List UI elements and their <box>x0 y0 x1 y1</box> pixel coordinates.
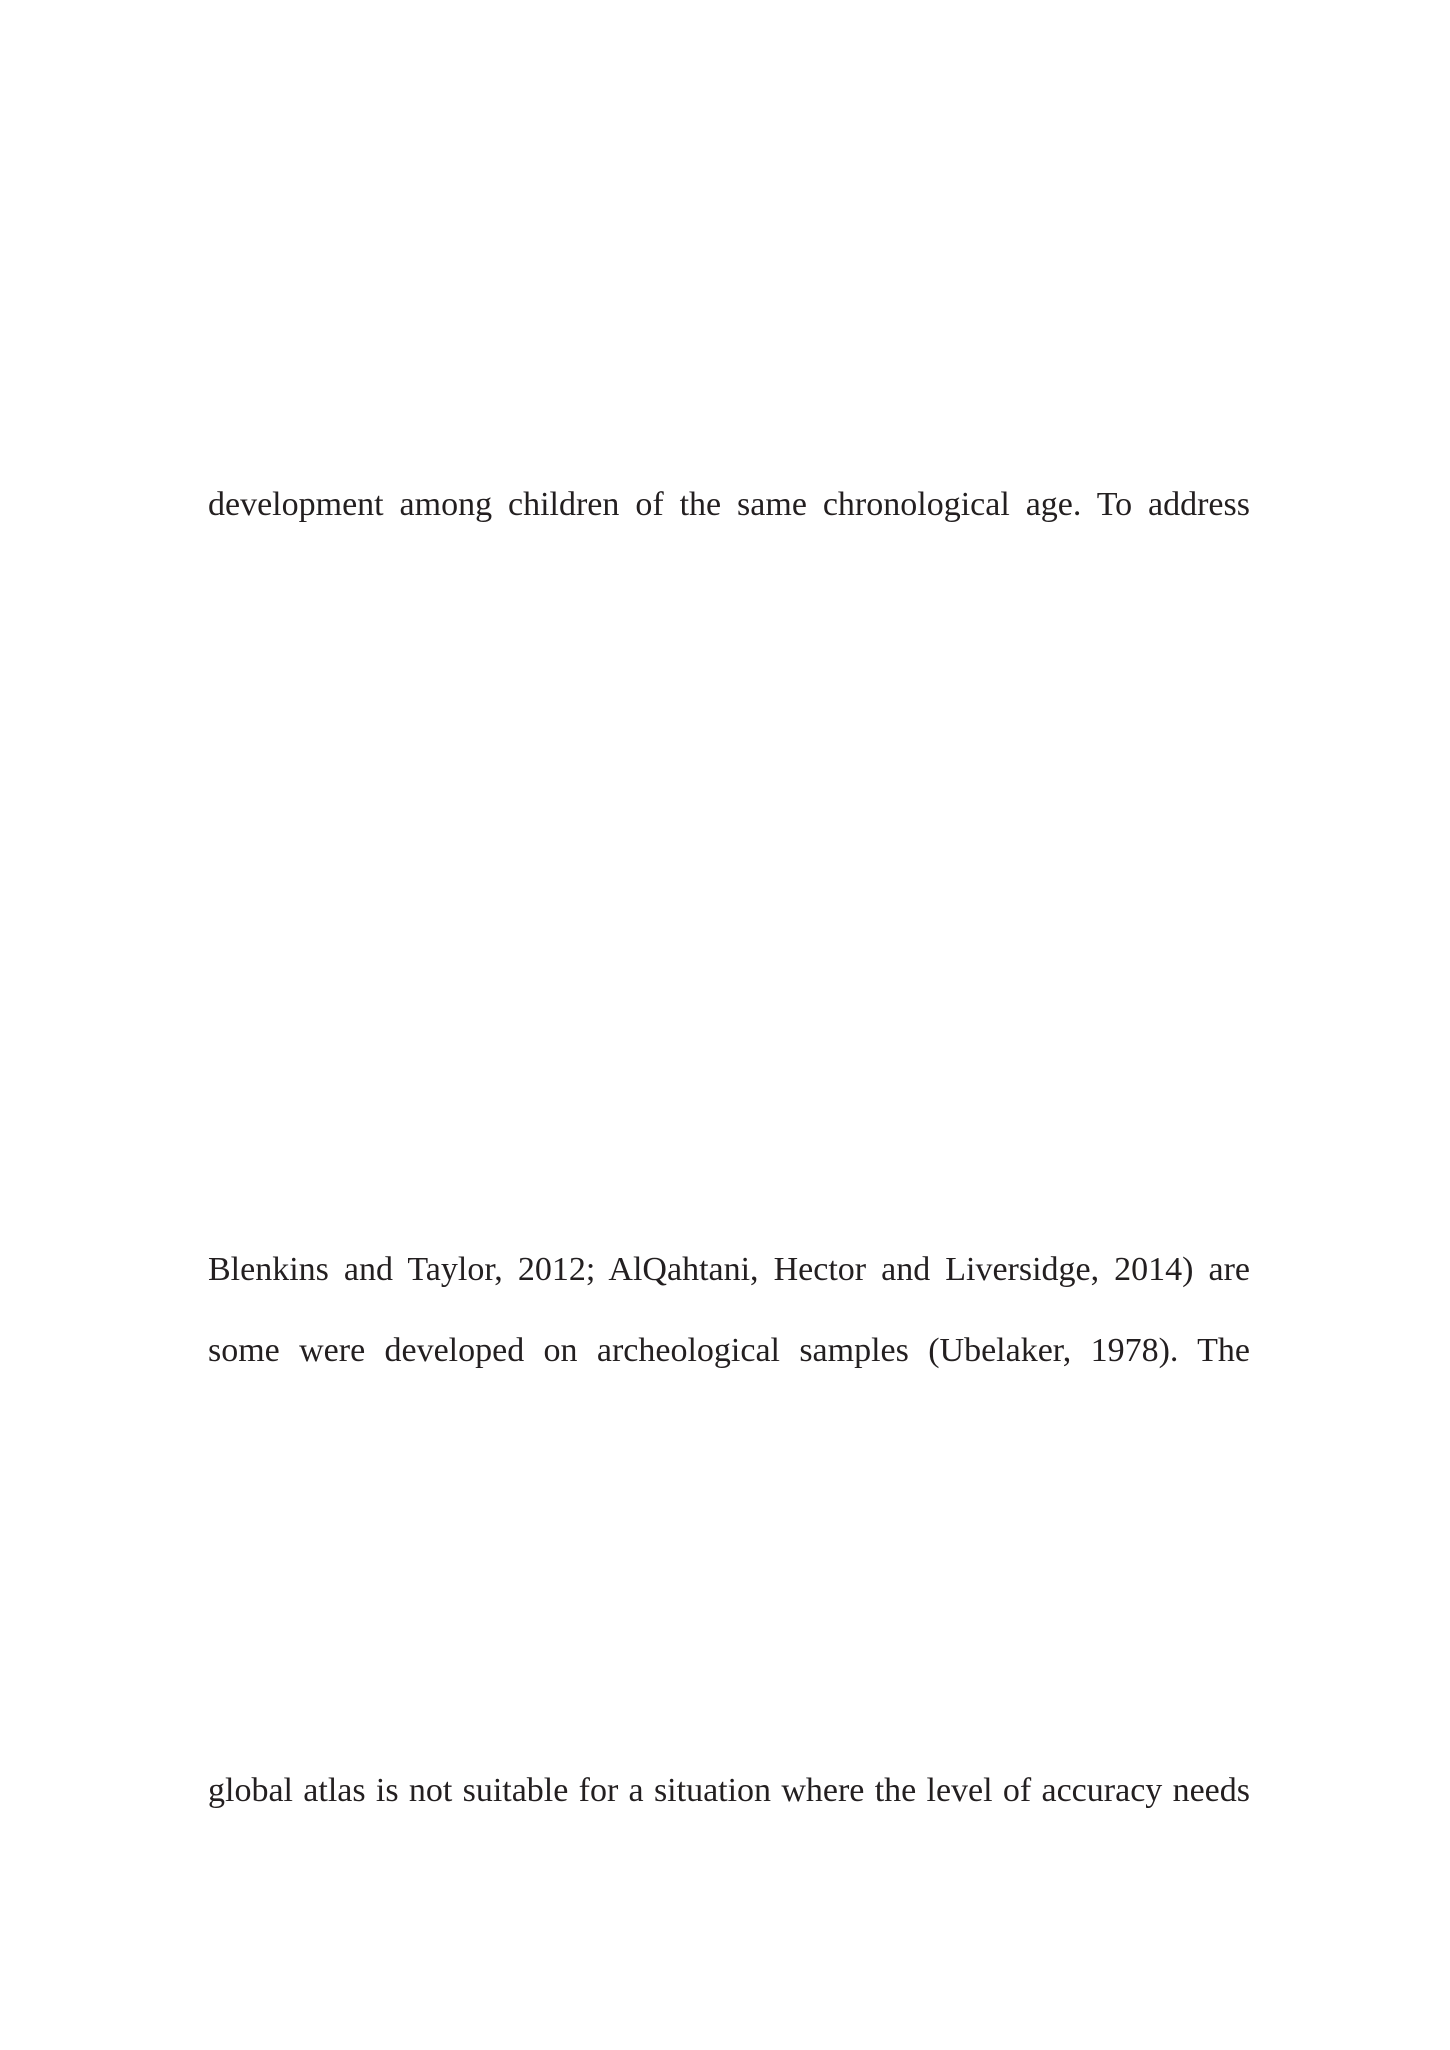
text-line-4: global atlas is not suitable for a situation where the level of accuracy needs <box>208 1772 1250 1809</box>
text-line-1: development among children of the same chronological age. To address <box>208 486 1250 523</box>
text-line-2: Blenkins and Taylor, 2012; AlQahtani, Hector and Liversidge, 2014) are <box>208 1251 1250 1288</box>
text-line-3: some were developed on archeological samples (Ubelaker, 1978). The <box>208 1332 1250 1369</box>
